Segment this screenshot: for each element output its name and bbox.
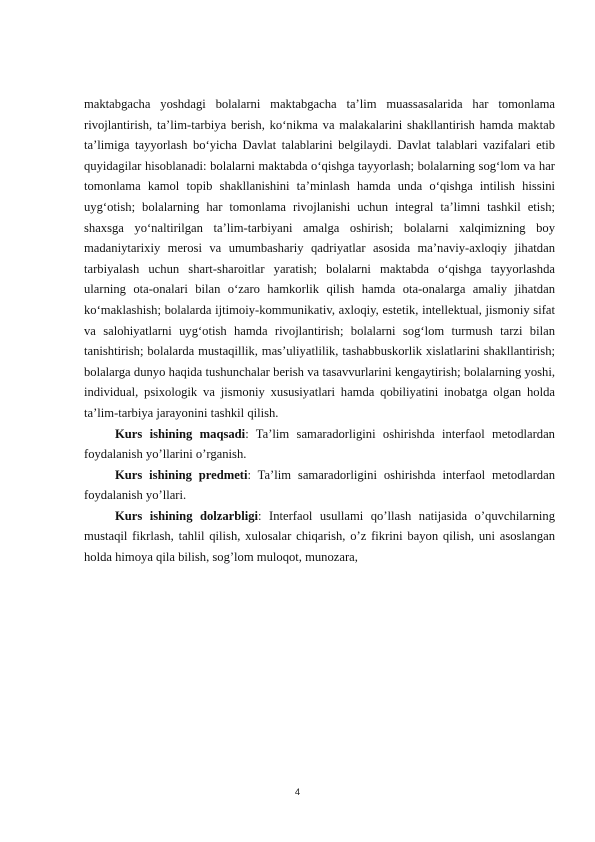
- page-number: 4: [294, 787, 301, 798]
- document-page: [84, 94, 555, 568]
- subject-text: Ta’lim samaradorligini oshirishda interfaol metodlardan foydalanish yo’llari.: [84, 467, 555, 503]
- goal-text: Ta’lim samaradorligini oshirishda interfaol metodlardan foydalanish yo’llarini o’rganish.: [84, 426, 555, 462]
- subject-separator: :: [247, 467, 251, 482]
- goal-term: Kurs ishining maqsadi: [115, 426, 246, 441]
- relevance-paragraph: [84, 506, 555, 568]
- subject-paragraph: [84, 465, 555, 506]
- goal-paragraph: [84, 424, 555, 465]
- goal-separator: :: [245, 426, 249, 441]
- relevance-separator: :: [258, 508, 262, 523]
- subject-term: Kurs ishining predmeti: [115, 467, 248, 482]
- relevance-term: Kurs ishining dolzarbligi: [115, 508, 259, 523]
- intro-paragraph: maktabgacha yoshdagi bolalarni maktabgacha ta’lim muassasalarida har tomonlama rivojlantirish, ta’lim-tarbiya berish, ko‘nikma va malakalarini shakllantirish hamda maktab ta’limiga tayyorlash bo‘yicha Davlat talablarini belgilaydi. Davlat talablari vazifalari etib quyidagilar hisoblanadi: bolalarni maktabda o‘qishga tayyorlash; bolalarning sog‘lom va har tomonlama kamol topib shakllanishini ta’minlash hamda unda o‘qishga intilish hissini uyg‘otish; bolalarning har tomonlama rivojlanishi uchun integral ta’limni tashkil etish; shaxsga yo‘naltirilgan ta’lim-tarbiyani amalga oshirish; bolalarni xalqimizning boy madaniytarixiy merosi va umumbashariy qadriyatlar asosida ma’naviy-axloqiy jihatdan tarbiyalash uchun shart-sharoitlar yaratish; bolalarni maktabda o‘qishga tayyorlashda ularning ota-onalari bilan o‘zaro hamkorlik qilish hamda ota-onalarga amaliy jihatdan ko‘maklashish; bolalarda ijtimoiy-kommunikativ, axloqiy, estetik, intellektual, jismoniy sifat va salohiyatlarni uyg‘otish hamda rivojlantirish; bolalarni sog‘lom turmush tarzi bilan tanishtirish; bolalarda mustaqillik, mas’uliyatlilik, tashabbuskorlik xislatlarini shakllantirish; bolalarga dunyo haqida tushunchalar berish va tasavvurlarini kengaytirish; bolalarning yoshi, individual, psixologik va jismoniy xususiyatlari hamda qobiliyatini inobatga olgan holda ta’lim-tarbiya jarayonini tashkil qilish.: [84, 97, 555, 420]
- relevance-text: Interfaol usullami qo’llash natijasida o’quvchilarning mustaqil fikrlash, tahlil qilish, xulosalar chiqarish, o’z fikrini bayon qilish, uni asoslangan holda himoya qila bilish, sog’lom muloqot, munozara,: [84, 508, 555, 565]
